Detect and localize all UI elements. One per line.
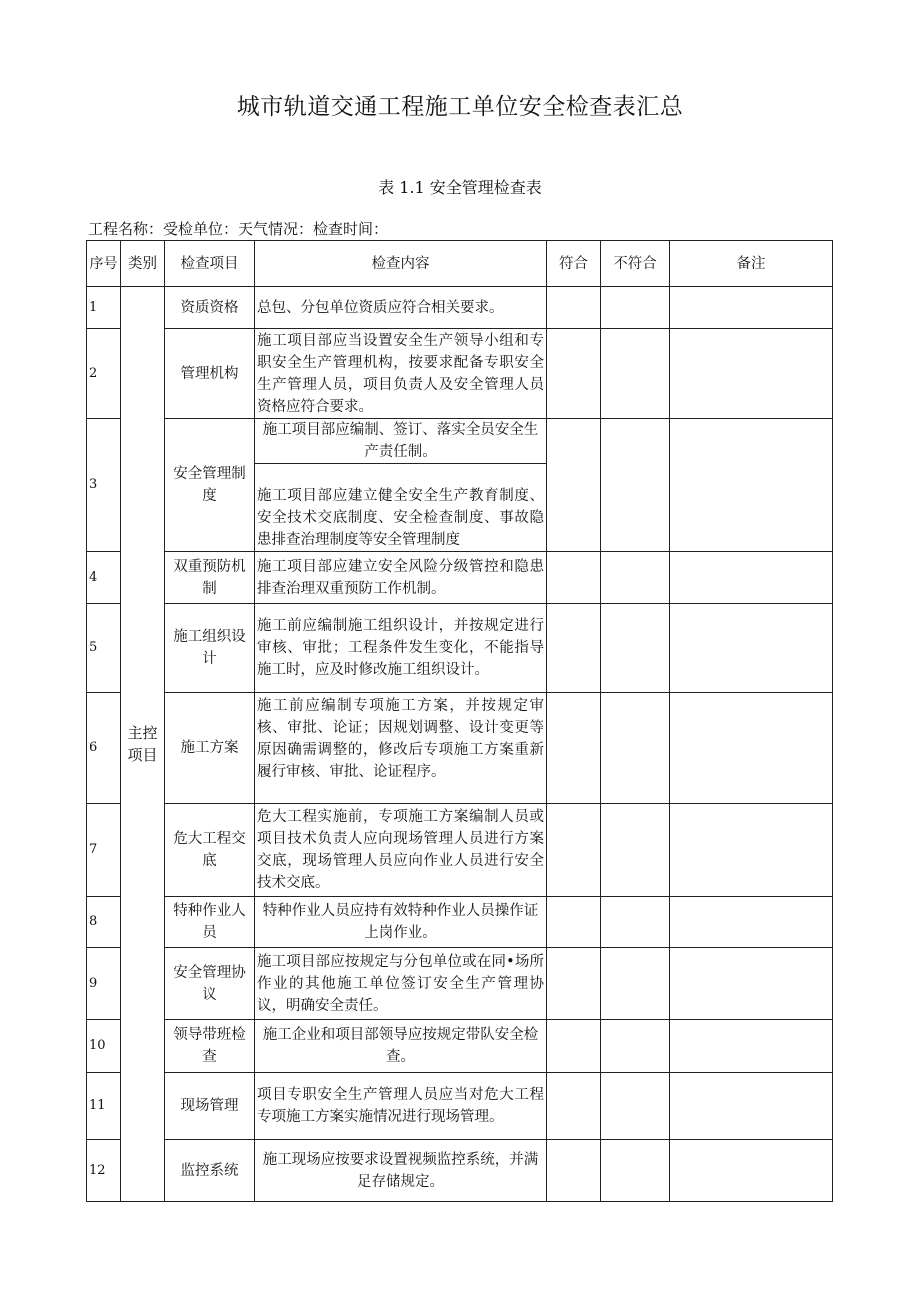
category-main-control: 主控项目 [121, 287, 165, 1202]
project-meta-line: 工程名称：受检单位：天气情况：检查时间： [88, 220, 389, 238]
table-row [87, 287, 833, 329]
table-row [87, 329, 833, 419]
remark-cell[interactable] [670, 287, 833, 329]
row-item: 双重预防机制 [165, 552, 255, 604]
remark-cell[interactable] [670, 419, 833, 552]
remark-cell[interactable] [670, 1073, 833, 1140]
header-seq: 序号 [87, 241, 121, 287]
table-row [87, 948, 833, 1020]
row-content: 施工项目部应编制、签订、落实全员安全生产责任制。 [255, 419, 547, 464]
row-content: 施工现场应按要求设置视频监控系统，并满足存储规定。 [255, 1140, 547, 1202]
row-item: 特种作业人员 [165, 897, 255, 948]
ok-cell[interactable] [547, 419, 601, 552]
remark-cell[interactable] [670, 552, 833, 604]
header-remark: 备注 [670, 241, 833, 287]
table-row [87, 693, 833, 804]
row-item: 管理机构 [165, 329, 255, 419]
row-item: 现场管理 [165, 1073, 255, 1140]
ok-cell[interactable] [547, 804, 601, 897]
not-ok-cell[interactable] [601, 948, 670, 1020]
document-title: 城市轨道交通工程施工单位安全检查表汇总 [236, 94, 684, 120]
remark-cell[interactable] [670, 1140, 833, 1202]
row-item: 资质资格 [165, 287, 255, 329]
not-ok-cell[interactable] [601, 1073, 670, 1140]
row-seq: 4 [87, 552, 121, 604]
row-item: 安全管理制度 [165, 419, 255, 552]
row-content: 总包、分包单位资质应符合相关要求。 [255, 287, 547, 329]
header-not-ok: 不符合 [601, 241, 670, 287]
remark-cell[interactable] [670, 948, 833, 1020]
not-ok-cell[interactable] [601, 1140, 670, 1202]
row-seq: 9 [87, 948, 121, 1020]
row-item: 安全管理协议 [165, 948, 255, 1020]
row-item: 危大工程交底 [165, 804, 255, 897]
table-row [87, 1020, 833, 1073]
remark-cell[interactable] [670, 1020, 833, 1073]
not-ok-cell[interactable] [601, 329, 670, 419]
header-category: 类别 [121, 241, 165, 287]
ok-cell[interactable] [547, 552, 601, 604]
header-row [87, 241, 833, 287]
not-ok-cell[interactable] [601, 552, 670, 604]
row-seq: 6 [87, 693, 121, 804]
row-seq: 8 [87, 897, 121, 948]
header-content: 检查内容 [255, 241, 547, 287]
table-row [87, 552, 833, 604]
remark-cell[interactable] [670, 897, 833, 948]
row-content: 施工项目部应建立安全风险分级管控和隐患排查治理双重预防工作机制。 [255, 552, 547, 604]
not-ok-cell[interactable] [601, 419, 670, 552]
table-row [87, 604, 833, 693]
header-item: 检查项目 [165, 241, 255, 287]
ok-cell[interactable] [547, 948, 601, 1020]
not-ok-cell[interactable] [601, 604, 670, 693]
row-item: 施工组织设计 [165, 604, 255, 693]
row-content: 项目专职安全生产管理人员应当对危大工程专项施工方案实施情况进行现场管理。 [255, 1073, 547, 1140]
not-ok-cell[interactable] [601, 287, 670, 329]
row-seq: 7 [87, 804, 121, 897]
row-seq: 1 [87, 287, 121, 329]
not-ok-cell[interactable] [601, 1020, 670, 1073]
table-caption: 表 1.1 安全管理检查表 [378, 178, 542, 197]
row-content: 施工前应编制专项施工方案，并按规定审核、审批、论证；因规划调整、设计变更等原因确需调整的，修改后专项施工方案重新履行审核、审批、论证程序。 [255, 693, 547, 804]
ok-cell[interactable] [547, 1020, 601, 1073]
row-item: 领导带班检查 [165, 1020, 255, 1073]
table-row [87, 1140, 833, 1202]
remark-cell[interactable] [670, 804, 833, 897]
table-row [87, 1073, 833, 1140]
ok-cell[interactable] [547, 604, 601, 693]
ok-cell[interactable] [547, 1140, 601, 1202]
row-content: 特种作业人员应持有效特种作业人员操作证上岗作业。 [255, 897, 547, 948]
row-content: 施工项目部应当设置安全生产领导小组和专职安全生产管理机构，按要求配备专职安全生产管理人员，项目负责人及安全管理人员资格应符合要求。 [255, 329, 547, 419]
row-seq: 12 [87, 1140, 121, 1202]
remark-cell[interactable] [670, 693, 833, 804]
row-content: 施工企业和项目部领导应按规定带队安全检查。 [255, 1020, 547, 1073]
table-row [87, 897, 833, 948]
row-item: 施工方案 [165, 693, 255, 804]
table-row [87, 419, 833, 464]
ok-cell[interactable] [547, 287, 601, 329]
ok-cell[interactable] [547, 1073, 601, 1140]
not-ok-cell[interactable] [601, 897, 670, 948]
row-seq: 10 [87, 1020, 121, 1073]
header-ok: 符合 [547, 241, 601, 287]
row-seq: 3 [87, 419, 121, 552]
row-content: 危大工程实施前，专项施工方案编制人员或项目技术负责人应向现场管理人员进行方案交底，现场管理人员应向作业人员进行安全技术交底。 [255, 804, 547, 897]
row-content: 施工项目部应按规定与分包单位或在同•场所作业的其他施工单位签订安全生产管理协议，明确安全责任。 [255, 948, 547, 1020]
remark-cell[interactable] [670, 604, 833, 693]
row-content-secondary: 施工项目部应建立健全安全生产教育制度、安全技术交底制度、安全检查制度、事故隐患排查治理制度等安全管理制度 [255, 464, 547, 552]
row-content: 施工前应编制施工组织设计，并按规定进行审核、审批；工程条件发生变化，不能指导施工时，应及时修改施工组织设计。 [255, 604, 547, 693]
not-ok-cell[interactable] [601, 693, 670, 804]
row-item: 监控系统 [165, 1140, 255, 1202]
not-ok-cell[interactable] [601, 804, 670, 897]
table-row [87, 804, 833, 897]
safety-check-table [86, 240, 833, 1202]
row-seq: 2 [87, 329, 121, 419]
remark-cell[interactable] [670, 329, 833, 419]
ok-cell[interactable] [547, 329, 601, 419]
row-seq: 5 [87, 604, 121, 693]
ok-cell[interactable] [547, 897, 601, 948]
ok-cell[interactable] [547, 693, 601, 804]
row-seq: 11 [87, 1073, 121, 1140]
